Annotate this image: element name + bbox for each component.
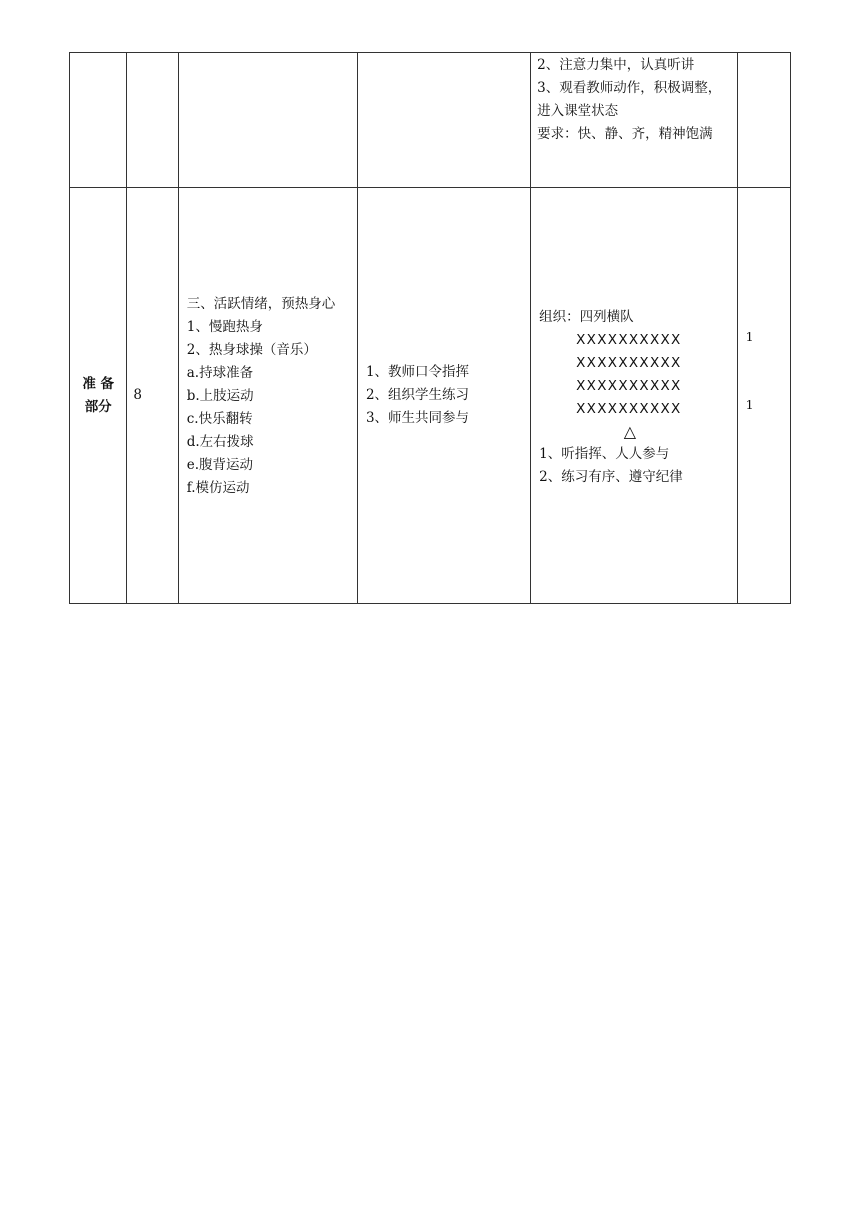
teacher-position-icon: △ <box>623 422 637 441</box>
organization-cell <box>531 53 737 188</box>
section-label-line: 准 备 <box>82 375 115 392</box>
content-line: a.持球准备 <box>186 365 254 381</box>
formation-row: XXXXXXXXXX <box>576 378 682 394</box>
content-line: f.模仿运动 <box>186 480 250 496</box>
section-label-line: 部分 <box>84 398 112 415</box>
teacher-line: 1、教师口令指挥 <box>365 364 470 380</box>
content-line: c.快乐翻转 <box>186 411 253 427</box>
organization-cell <box>531 188 737 604</box>
content-line: e.腹背运动 <box>186 457 254 473</box>
count-cell <box>737 53 790 188</box>
requirement-line: 2、练习有序、遵守纪律 <box>539 469 683 485</box>
section-cell <box>70 53 127 188</box>
teacher-line: 3、师生共同参与 <box>365 410 470 426</box>
content-line: 2、热身球操（音乐） <box>186 342 317 358</box>
count-cell <box>737 188 790 604</box>
section-label-cell <box>70 188 127 604</box>
formation-row: XXXXXXXXXX <box>576 401 682 417</box>
content-line: 1、慢跑热身 <box>186 319 263 335</box>
content-line: 三、活跃情绪，预热身心 <box>186 296 336 312</box>
teacher-line: 2、组织学生练习 <box>365 387 470 403</box>
organization-line: 2、注意力集中，认真听讲 <box>537 57 695 73</box>
organization-line: 进入课堂状态 <box>537 103 619 119</box>
table-row-continued <box>70 53 791 188</box>
formation-row: XXXXXXXXXX <box>576 355 682 371</box>
content-line: b.上肢运动 <box>186 388 254 404</box>
formation-row: XXXXXXXXXX <box>576 332 682 348</box>
table-row-preparation <box>70 188 791 604</box>
organization-line: 要求：快、静、齐，精神饱满 <box>537 126 713 142</box>
lesson-plan-table <box>69 52 791 604</box>
count-value: 1 <box>745 397 754 412</box>
time-value: 8 <box>133 387 142 403</box>
time-cell <box>127 188 178 604</box>
content-line: d.左右拨球 <box>186 434 254 450</box>
teacher-activity-cell <box>357 188 530 604</box>
content-cell <box>178 188 357 604</box>
organization-line: 3、观看教师动作，积极调整， <box>537 80 722 96</box>
organization-title: 组织：四列横队 <box>539 309 634 325</box>
teacher-activity-cell <box>357 53 530 188</box>
time-cell <box>127 53 178 188</box>
requirement-line: 1、听指挥、人人参与 <box>539 446 670 462</box>
count-value: 1 <box>745 329 754 344</box>
content-cell <box>178 53 357 188</box>
